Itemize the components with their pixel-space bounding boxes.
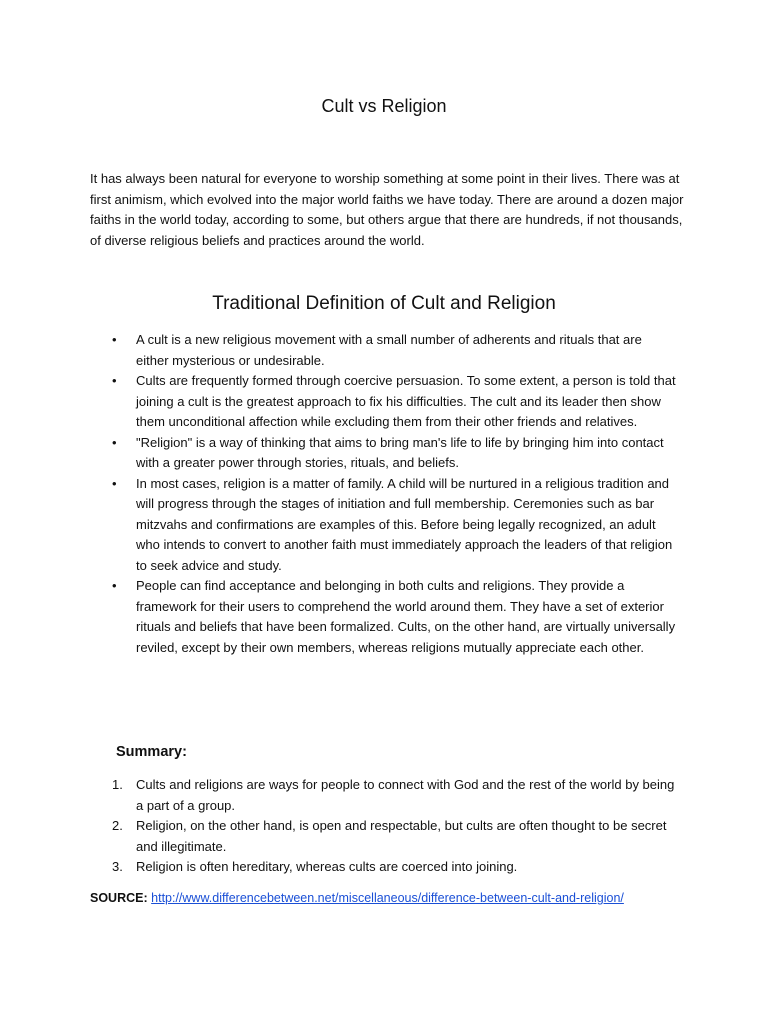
- bullet-marker: •: [112, 332, 117, 347]
- summary-item: [112, 816, 681, 857]
- summary-item-number: 1.: [112, 777, 123, 792]
- bullet-item: [112, 474, 676, 577]
- source-line: [90, 888, 624, 908]
- bullet-marker: •: [112, 475, 117, 491]
- summary-item-text: Religion is often hereditary, whereas cults are coerced into joining.: [136, 859, 518, 874]
- intro-paragraph: It has always been natural for everyone to worship something at some point in their lives. There was at first animism, which evolved into the major world faiths we have today. There are around a dozen major faiths in the world today, according to some, but others argue that there are hundreds, if not thousands, of diverse religious beliefs and practices around the world.: [90, 171, 684, 248]
- bullet-text: "Religion" is a way of thinking that aims to bring man's life to life by bringing him into contact with a greater power through stories, rituals, and beliefs.: [136, 434, 664, 470]
- summary-item-text: Cults and religions are ways for people to connect with God and the rest of the world by being a part of a group.: [136, 777, 675, 813]
- bullet-text: People can find acceptance and belonging in both cults and religions. They provide a framework for their users to comprehend the world around them. They have a set of exterior rituals and beliefs that have been formalized. Cults, on the other hand, are virtually universally reviled, except by their own members, whereas religions mutually appreciate each other.: [136, 578, 676, 655]
- bullet-item: [112, 433, 676, 474]
- source-label: SOURCE:: [90, 891, 148, 905]
- bullet-text: A cult is a new religious movement with a small number of adherents and rituals that are either mysterious or undesirable.: [136, 332, 642, 368]
- summary-item-number: 2.: [112, 818, 123, 833]
- summary-item: [112, 857, 681, 878]
- bullet-text: In most cases, religion is a matter of family. A child will be nurtured in a religious tradition and will progress through the stages of initiation and full membership. Ceremonies such as bar mitzvahs and confirmations are examples of this. Before being legally recognized, an adult who intends to convert to another faith must immediately approach the leaders of that religion to seek advice and study.: [136, 475, 673, 573]
- section-title: Traditional Definition of Cult and Religion: [212, 293, 556, 314]
- bullet-marker: •: [112, 578, 117, 593]
- source-link[interactable]: http://www.differencebetween.net/miscellaneous/difference-between-cult-and-religion/: [151, 891, 624, 905]
- summary-list: [112, 775, 681, 878]
- definition-bullet-list: [112, 330, 676, 658]
- bullet-marker: •: [112, 434, 117, 450]
- document-title: Cult vs Religion: [321, 96, 447, 116]
- summary-item-number: 3.: [112, 859, 123, 874]
- bullet-item: [112, 576, 676, 658]
- bullet-text: Cults are frequently formed through coercive persuasion. To some extent, a person is told that joining a cult is the greatest approach to fix his difficulties. The cult and its leader then show them unconditional affection while excluding them from their other friends and relatives.: [136, 373, 676, 429]
- summary-heading: Summary:: [116, 744, 187, 760]
- bullet-marker: •: [112, 373, 117, 388]
- summary-item: [112, 775, 681, 816]
- bullet-item: [112, 371, 676, 433]
- summary-item-text: Religion, on the other hand, is open and respectable, but cults are often thought to be secret and illegitimate.: [136, 818, 667, 854]
- bullet-item: [112, 330, 676, 371]
